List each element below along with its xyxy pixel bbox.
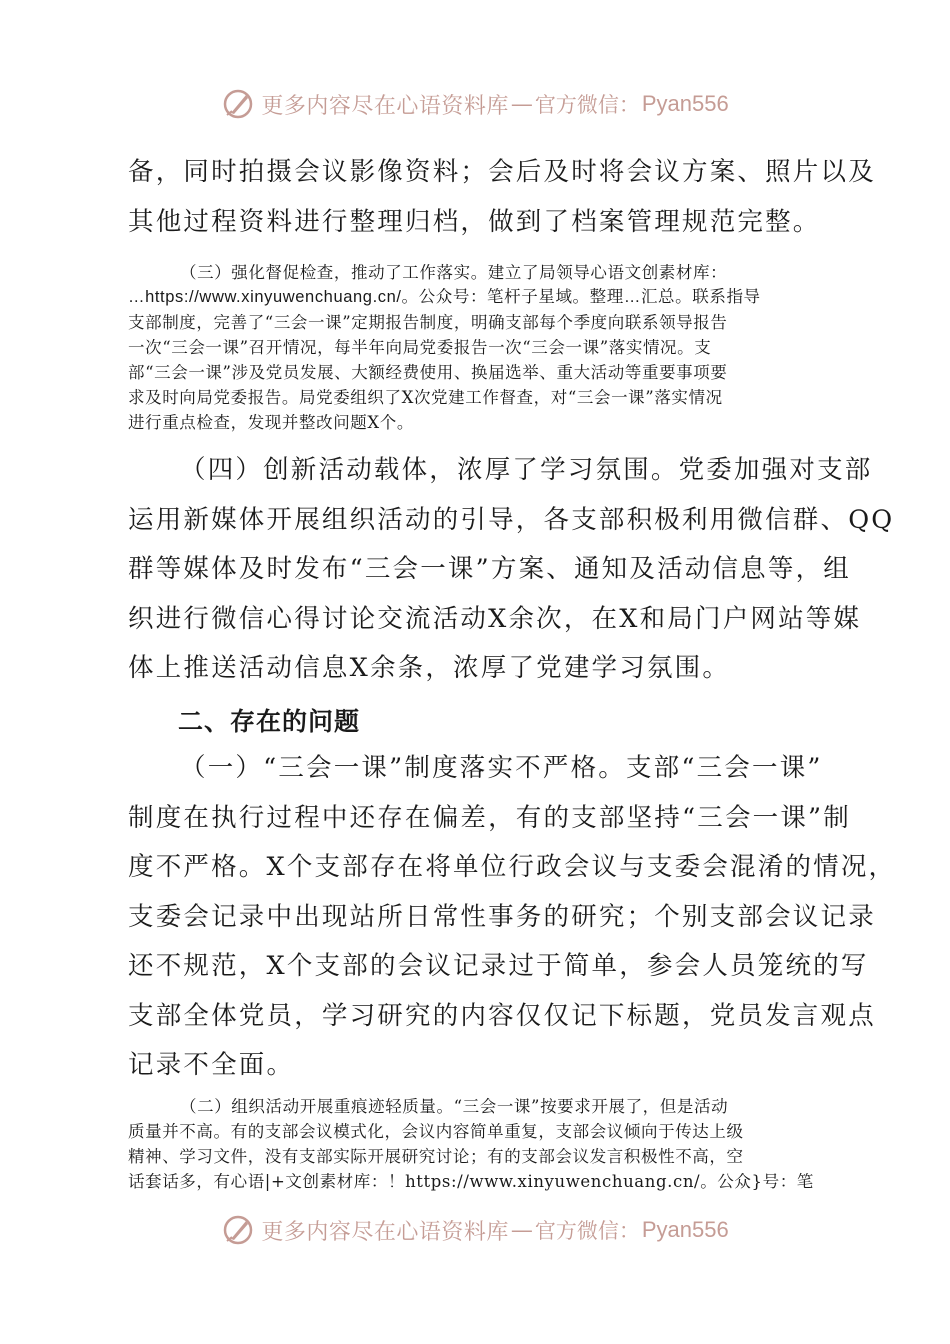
banner-wechat-label: 官方微信：	[534, 93, 640, 117]
paragraph-problem-one	[128, 744, 897, 1091]
section-heading-problems: 二、存在的问题	[178, 707, 361, 736]
quill-logo-icon	[221, 1213, 255, 1247]
text-line: 记录不全面。	[128, 1050, 295, 1080]
text-line: 部“三会一课”涉及党员发展、大额经费使用、换届选举、重大活动等重要事项要	[128, 363, 728, 382]
footer-banner	[0, 1210, 950, 1250]
text-line: 支委会记录中出现站所日常性事务的研究；个别支部会议记录	[128, 901, 876, 932]
text-line: 织进行微信心得讨论交流活动X余次，在X和局门户网站等媒	[128, 603, 862, 634]
paragraph-section-four	[128, 446, 895, 694]
text-line: 支部全体党员，学习研究的内容仅仅记下标题，党员发言观点	[128, 1000, 876, 1031]
text-line: （四）创新活动载体，浓厚了学习氛围。党委加强对支部	[180, 455, 873, 485]
text-line: 进行重点检查，发现并整改问题X个。	[128, 413, 414, 432]
text-line: 精神、学习文件，没有支部实际开展研究讨论；有的支部会议发言积极性不高，空	[128, 1147, 744, 1166]
text-line: 体上推送活动信息X余条，浓厚了党建学习氛围。	[128, 653, 731, 683]
text-line: 求及时向局党委报告。局党委组织了X次党建工作督查，对“三会一课”落实情况	[128, 388, 723, 407]
text-line: 还不规范，X个支部的会议记录过于简单，参会人员笼统的写	[128, 951, 869, 981]
text-line: 制度在执行过程中还存在偏差，有的支部坚持“三会一课”制	[128, 802, 851, 833]
text-line: 质量并不高。有的支部会议模式化，会议内容简单重复，支部会议倾向于传达上级	[128, 1122, 744, 1141]
text-line: （二）组织活动开展重痕迹轻质量。“三会一课”按要求开展了，但是活动	[180, 1097, 729, 1116]
text-line: 备，同时拍摄会议影像资料；会后及时将会议方案、照片以及	[128, 157, 876, 187]
text-line: 支部制度，完善了“三会一课”定期报告制度，明确支部每个季度向联系领导报告	[128, 313, 728, 332]
text-line: …https://www.xinyuwenchuang.cn/。公众号：笔杆子星域。整理…汇总。联系指导	[128, 288, 761, 306]
text-line: （一）“三会一课”制度落实不严格。支部“三会一课”	[180, 753, 823, 783]
banner-account: Pyan556	[641, 91, 729, 116]
banner-brand: 更多内容尽在心语资料库	[261, 1219, 509, 1245]
banner-dash: —	[510, 1217, 533, 1243]
text-line: 话套话多，有心语|+文创素材库：！https://www.xinyuwenchuang.cn/。公众}号：笔	[128, 1172, 814, 1191]
text-line: 其他过程资料进行整理归档，做到了档案管理规范完整。	[128, 206, 821, 237]
quill-logo-icon	[221, 87, 255, 121]
text-line: 度不严格。X个支部存在将单位行政会议与支委会混淆的情况，	[128, 852, 897, 882]
banner-brand: 更多内容尽在心语资料库	[261, 93, 509, 119]
text-line: 群等媒体及时发布“三会一课”方案、通知及活动信息等，组	[128, 554, 851, 584]
text-line: 一次“三会一课”召开情况，每半年向局党委报告一次“三会一课”落实情况。支	[128, 338, 712, 357]
paragraph-section-three	[128, 260, 818, 435]
banner-wechat-label: 官方微信：	[534, 1219, 640, 1243]
banner-dash: —	[510, 91, 533, 117]
paragraph-problem-two	[128, 1094, 818, 1194]
header-banner	[0, 84, 950, 124]
banner-account: Pyan556	[641, 1217, 729, 1242]
paragraph-intro	[128, 148, 876, 247]
text-line: （三）强化督促检查，推动了工作落实。建立了局领导心语文创素材库：	[180, 263, 728, 282]
text-line: 运用新媒体开展组织活动的引导，各支部积极利用微信群、QQ	[128, 504, 895, 535]
